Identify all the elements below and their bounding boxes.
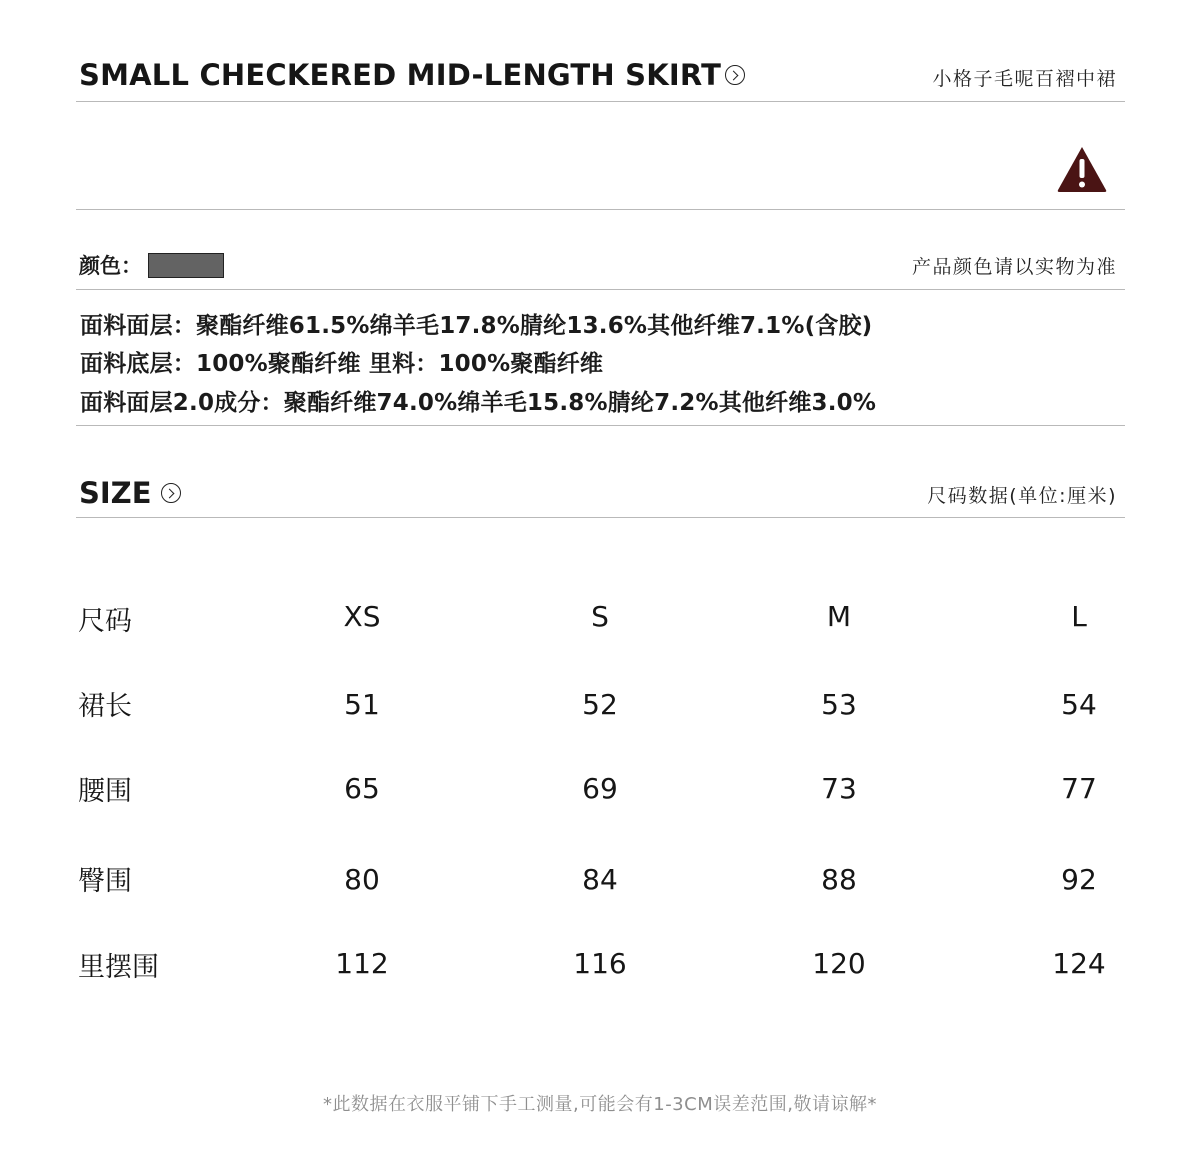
chevron-right-circle-icon [161, 483, 181, 503]
table-cell: 124 [1052, 947, 1106, 980]
table-cell: 80 [344, 863, 380, 896]
divider [76, 517, 1125, 518]
fabric-line: 面料底层：100%聚酯纤维 里料：100%聚酯纤维 [80, 351, 604, 377]
divider [76, 101, 1125, 102]
divider [76, 209, 1125, 210]
fabric-line: 面料面层：聚酯纤维61.5%绵羊毛17.8%腈纶13.6%其他纤维7.1%(含胶) [80, 313, 873, 339]
table-cell: 112 [335, 947, 389, 980]
table-cell: 77 [1061, 772, 1097, 805]
size-header-s: S [591, 600, 609, 633]
table-cell: 84 [582, 863, 618, 896]
table-cell: 54 [1061, 688, 1097, 721]
table-cell: 73 [821, 772, 857, 805]
table-cell: 116 [573, 947, 627, 980]
color-label: 颜色： [79, 254, 142, 278]
size-header-m: M [826, 600, 852, 633]
row-label-length: 裙长 [78, 691, 132, 722]
table-cell: 120 [812, 947, 866, 980]
measurement-footnote: *此数据在衣服平铺下手工测量,可能会有1-3CM误差范围,敬请谅解* [323, 1094, 877, 1115]
fabric-line: 面料面层2.0成分：聚酯纤维74.0%绵羊毛15.8%腈纶7.2%其他纤维3.0% [80, 390, 877, 416]
divider [76, 425, 1125, 426]
table-cell: 88 [821, 863, 857, 896]
divider [76, 289, 1125, 290]
color-note: 产品颜色请以实物为准 [911, 256, 1117, 278]
table-cell: 53 [821, 688, 857, 721]
page-title [79, 58, 745, 92]
product-title: SMALL CHECKERED MID-LENGTH SKIRT [79, 58, 722, 92]
color-row [79, 250, 224, 280]
row-label-hip: 臀围 [78, 866, 132, 897]
chevron-right-circle-icon [725, 65, 745, 85]
size-title-text: SIZE [79, 476, 152, 510]
row-label-waist: 腰围 [78, 776, 132, 807]
table-cell: 65 [344, 772, 380, 805]
table-cell: 92 [1061, 863, 1097, 896]
warning-triangle-icon [1056, 145, 1108, 193]
table-cell: 69 [582, 772, 618, 805]
table-cell: 52 [582, 688, 618, 721]
table-cell: 51 [344, 688, 380, 721]
size-header-l: L [1071, 600, 1087, 633]
size-section-title [79, 476, 181, 510]
table-header-label: 尺码 [78, 606, 132, 637]
product-name-cn: 小格子毛呢百褶中裙 [932, 68, 1117, 90]
size-unit-note: 尺码数据(单位:厘米) [927, 485, 1117, 507]
size-header-xs: XS [343, 600, 381, 633]
row-label-lining-hem: 里摆围 [78, 952, 159, 983]
color-swatch [148, 253, 224, 278]
